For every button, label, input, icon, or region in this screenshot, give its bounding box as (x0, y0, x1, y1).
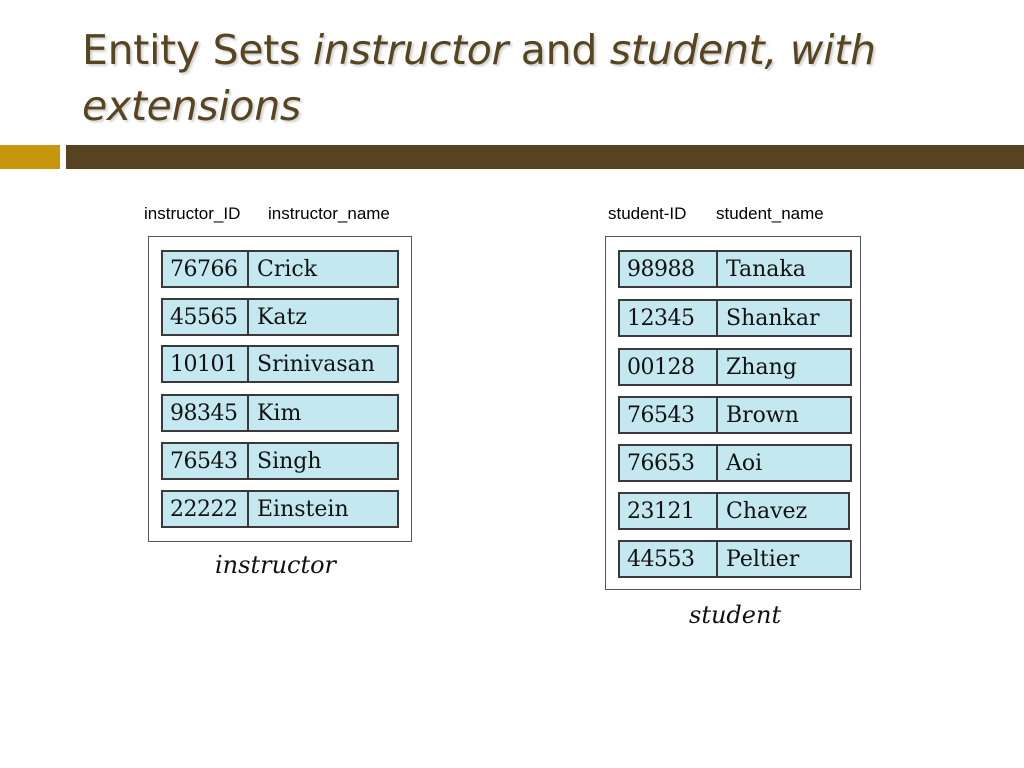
table-row (161, 250, 399, 288)
table-row (618, 348, 852, 386)
instructor-id-cell: 76543 (163, 444, 249, 478)
instructor-name-cell: Katz (257, 304, 307, 330)
table-row (161, 490, 399, 528)
table-row (618, 299, 852, 337)
instructor-id-cell: 76766 (163, 252, 249, 286)
instructor-id-cell: 10101 (163, 347, 249, 381)
student-id-header: student-ID (608, 204, 687, 223)
instructor-name-header: instructor_name (268, 204, 390, 223)
student-name-cell: Shankar (726, 305, 820, 331)
student-name-header: student_name (716, 204, 824, 223)
table-row (161, 442, 399, 480)
student-name-cell: Peltier (726, 546, 800, 572)
table-row (161, 345, 399, 383)
accent-bar-brown (66, 145, 1024, 169)
student-name-cell: Aoi (726, 450, 763, 476)
student-id-cell: 44553 (620, 542, 718, 576)
title-text-5: extensions (82, 82, 301, 130)
instructor-name-cell: Einstein (257, 496, 349, 522)
student-entity-set (605, 236, 861, 590)
title-text-4: student, with (609, 26, 876, 74)
instructor-caption: instructor (215, 551, 337, 579)
student-name-cell: Zhang (726, 354, 797, 380)
student-name-cell: Chavez (726, 498, 808, 524)
instructor-name-cell: Singh (257, 448, 322, 474)
table-row (618, 396, 852, 434)
table-row (161, 298, 399, 336)
instructor-name-cell: Srinivasan (257, 351, 375, 377)
student-id-cell: 98988 (620, 252, 718, 286)
table-row (618, 250, 852, 288)
instructor-id-cell: 45565 (163, 300, 249, 334)
instructor-name-cell: Kim (257, 400, 302, 426)
title-text-3: and (508, 26, 610, 74)
student-id-cell: 00128 (620, 350, 718, 384)
student-id-cell: 76653 (620, 446, 718, 480)
student-id-cell: 76543 (620, 398, 718, 432)
instructor-id-cell: 98345 (163, 396, 249, 430)
instructor-entity-set (148, 236, 412, 542)
student-name-cell: Brown (726, 402, 799, 428)
instructor-id-header: instructor_ID (144, 204, 241, 223)
title-text-1: Entity Sets (82, 26, 313, 74)
student-id-cell: 23121 (620, 494, 718, 528)
student-name-cell: Tanaka (726, 256, 806, 282)
student-id-cell: 12345 (620, 301, 718, 335)
instructor-name-cell: Crick (257, 256, 318, 282)
table-row (161, 394, 399, 432)
instructor-id-cell: 22222 (163, 492, 249, 526)
table-row (618, 540, 852, 578)
slide-title (82, 22, 982, 134)
student-caption: student (689, 601, 782, 629)
table-row (618, 444, 852, 482)
title-text-2: instructor (312, 26, 509, 74)
accent-bar-gold (0, 145, 60, 169)
table-row (618, 492, 850, 530)
